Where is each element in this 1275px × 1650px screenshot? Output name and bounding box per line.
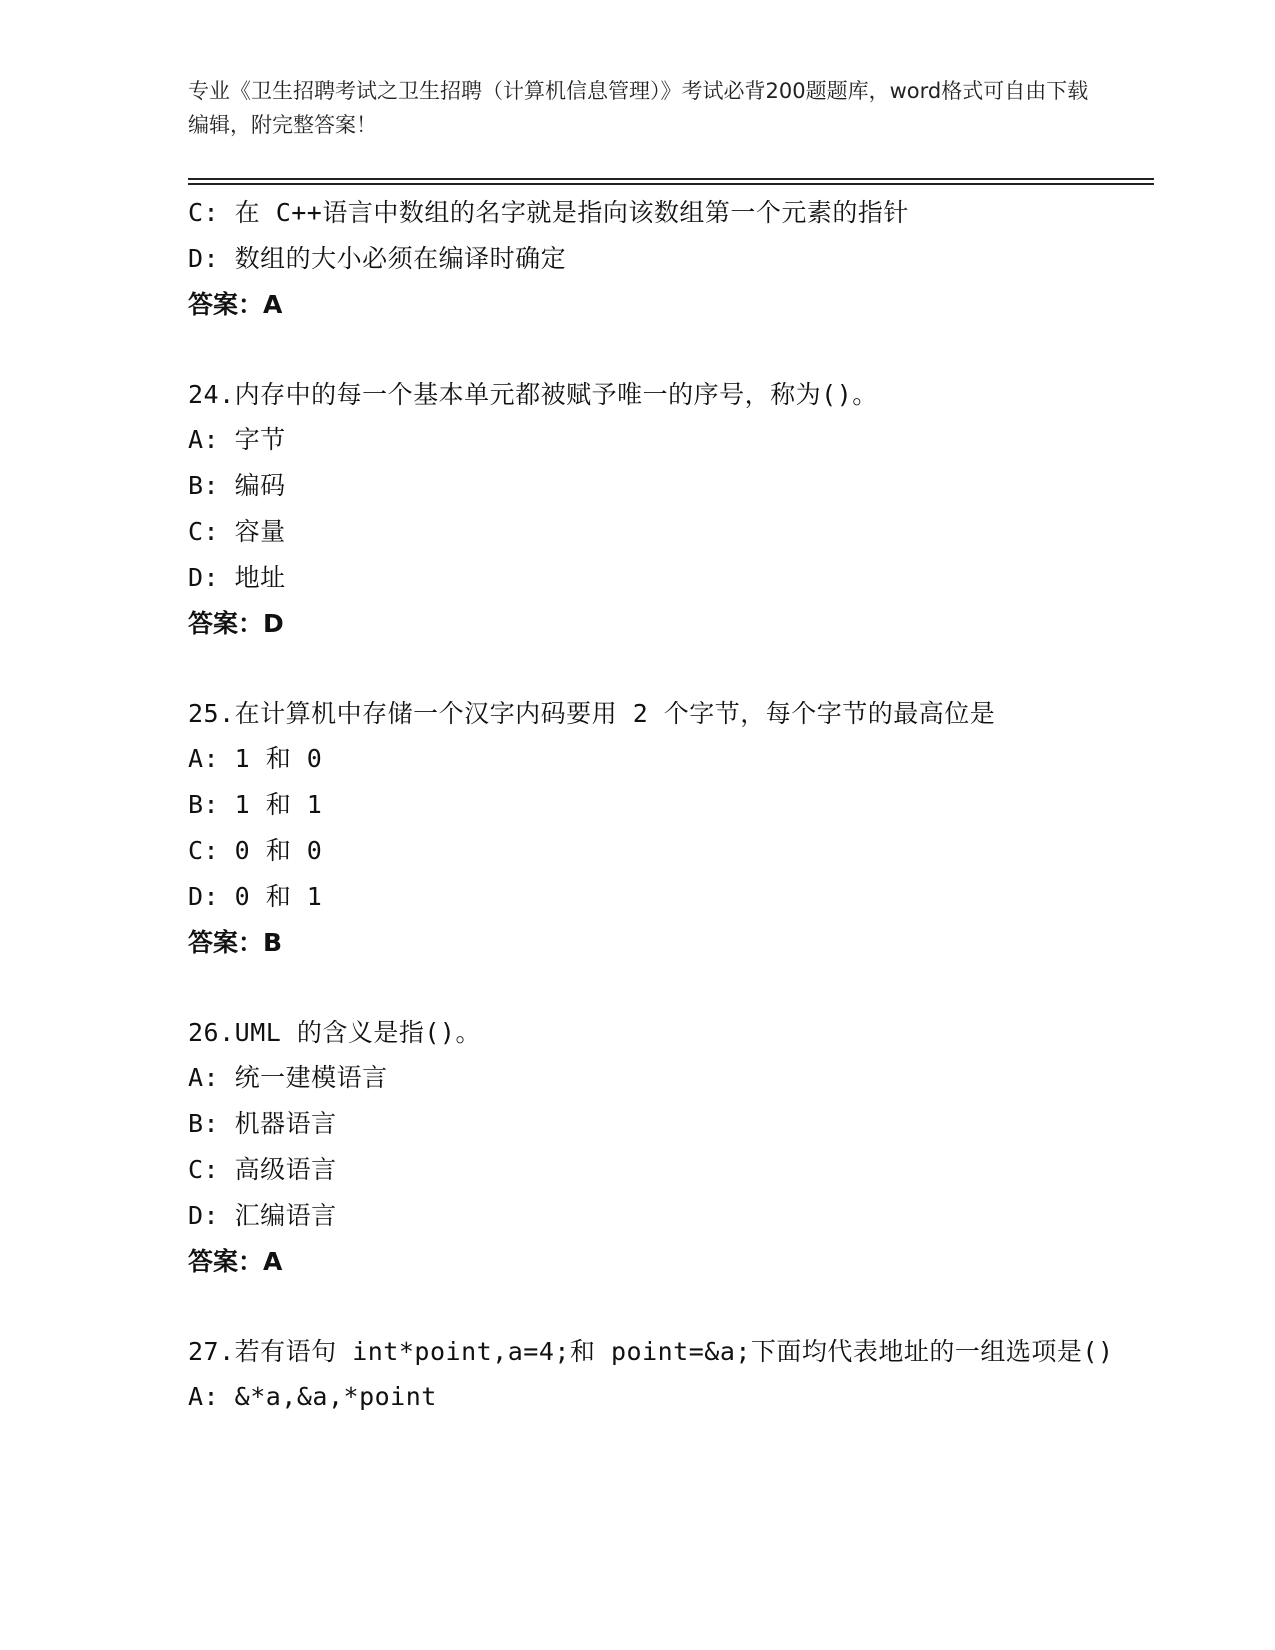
- option-d: D: 地址: [188, 563, 286, 592]
- header-rule-bottom: [188, 183, 1154, 185]
- answer-line: 答案：A: [188, 1247, 283, 1276]
- question-text: 25.在计算机中存储一个汉字内码要用 2 个字节，每个字节的最高位是: [188, 699, 996, 728]
- header-rule-top: [188, 178, 1154, 180]
- question-text: 27.若有语句 int*point,a=4;和 point=&a;下面均代表地址的一组选项是(): [188, 1337, 1114, 1366]
- option-b: B: 编码: [188, 471, 286, 500]
- answer-line: 答案：B: [188, 928, 283, 957]
- answer-line: 答案：D: [188, 609, 284, 638]
- spacer: [188, 647, 1128, 692]
- answer-line: 答案：A: [188, 290, 283, 319]
- option-d: D: 数组的大小必须在编译时确定: [188, 244, 567, 273]
- option-a: A: 统一建模语言: [188, 1063, 388, 1092]
- question-text: 26.UML 的含义是指()。: [188, 1018, 481, 1047]
- document-header: 专业《卫生招聘考试之卫生招聘（计算机信息管理）》考试必背200题题库，word格式可自由下载编辑，附完整答案！: [188, 79, 1089, 137]
- option-a: A: 1 和 0: [188, 744, 323, 773]
- spacer: [188, 1285, 1128, 1330]
- question-block-25: [188, 692, 1128, 966]
- question-block-24: [188, 373, 1128, 647]
- question-block-27: [188, 1330, 1128, 1420]
- question-list: [188, 190, 1128, 1420]
- option-c: C: 容量: [188, 517, 286, 546]
- option-c: C: 高级语言: [188, 1155, 337, 1184]
- option-b: B: 1 和 1: [188, 790, 323, 819]
- question-block-26: [188, 1011, 1128, 1285]
- option-d: D: 汇编语言: [188, 1201, 337, 1230]
- option-c: C: 在 C++语言中数组的名字就是指向该数组第一个元素的指针: [188, 198, 909, 227]
- option-a: A: 字节: [188, 425, 286, 454]
- spacer: [188, 966, 1128, 1011]
- question-block-23: [188, 190, 1128, 328]
- option-a: A: &*a,&a,*point: [188, 1382, 437, 1411]
- option-d: D: 0 和 1: [188, 882, 323, 911]
- question-text: 24.内存中的每一个基本单元都被赋予唯一的序号，称为()。: [188, 380, 878, 409]
- spacer: [188, 328, 1128, 373]
- option-c: C: 0 和 0: [188, 836, 323, 865]
- option-b: B: 机器语言: [188, 1109, 337, 1138]
